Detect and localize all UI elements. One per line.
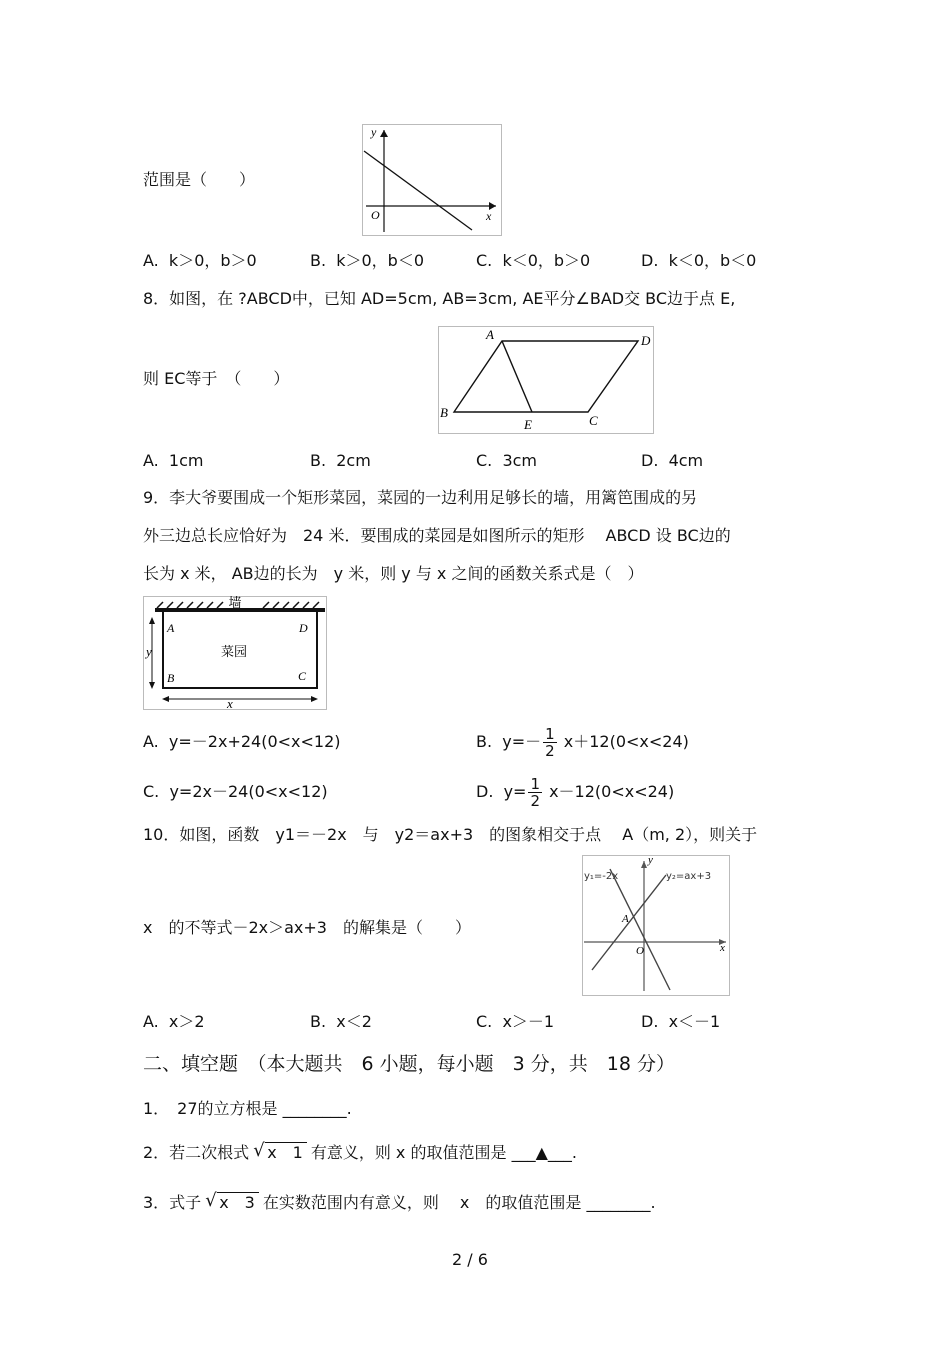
q8-label-b: B [440, 405, 448, 420]
q10-x-label: x [720, 942, 725, 954]
q7-origin-label: O [371, 208, 380, 222]
q7-option-a: A. k＞0，b＞0 [143, 251, 257, 270]
q9-label-d: D [299, 621, 308, 635]
q7-stem-tail: 范围是（ ） [143, 170, 256, 189]
q10-stem: 10．如图，函数 y1＝－2x 与 y2＝ax+3 的图象相交于点 A（m, 2），则关于 [143, 825, 758, 844]
q9-option-b: B. y=－ $\frac{1}{2}$ x＋12(0<x<24) [476, 725, 689, 760]
q8-option-c: C. 3cm [476, 451, 537, 470]
q7-x-label: x [486, 209, 492, 223]
q10-origin-label: O [636, 945, 644, 957]
q9-option-a: A. y=－2x+24(0<x<12) [143, 732, 341, 751]
q10-option-c: C. x＞－1 [476, 1012, 555, 1031]
section2-title: 二、填空题 （本大题共 6 小题，每小题 3 分，共 18 分） [143, 1053, 675, 1075]
q9-option-d: D. y= $\frac{1}{2}$ x－12(0<x<24) [476, 775, 675, 810]
fill-question-2-radical: √ x 1 [253, 1143, 307, 1163]
q8-stem2: 则 EC等于 （ ） [143, 369, 290, 388]
q9-garden-label: 菜园 [220, 645, 248, 660]
q10-graph [582, 855, 730, 996]
q10-point-a-label: A [622, 913, 629, 925]
q8-label-e: E [524, 417, 532, 432]
q9-label-b: B [167, 671, 175, 685]
q8-label-d: D [641, 333, 651, 348]
q8-option-b: B. 2cm [310, 451, 371, 470]
q9-option-d-fraction: $\frac{1}{2}$ [530, 775, 540, 810]
q8-option-a: A. 1cm [143, 451, 204, 470]
q10-y2-label: y₂=ax+3 [666, 871, 712, 882]
q8-stem: 8．如图，在 ?ABCD中，已知 AD=5cm, AB=3cm, AE平分∠BAD交 BC边于点 E, [143, 289, 736, 308]
q7-y-label: y [371, 125, 377, 139]
q9-label-a: A [167, 621, 175, 635]
q9-line1: 9．李大爷要围成一个矩形菜园，菜园的一边利用足够长的墙，用篱笆围成的另 [143, 488, 698, 507]
q9-wall-label: 墙 [228, 596, 242, 611]
fill-question-3-radical: √ x 3 [205, 1193, 259, 1213]
fill-question-3: 3．式子√ x 3 在实数范围内有意义，则 x 的取值范围是 ________. [143, 1193, 656, 1213]
q10-stem2: x 的不等式－2x＞ax+3 的解集是（ ） [143, 918, 471, 937]
q9-option-c: C. y=2x－24(0<x<12) [143, 782, 328, 801]
fill-question-2: 2．若二次根式√ x 1 有意义，则 x 的取值范围是 ___▲___. [143, 1143, 577, 1163]
q9-x-label: x [227, 696, 233, 710]
q8-label-a: A [486, 327, 494, 342]
q9-line3: 长为 x 米， AB边的长为 y 米，则 y 与 x 之间的函数关系式是（ ） [143, 564, 644, 583]
fill-question-1: 1． 27的立方根是 ________. [143, 1099, 352, 1118]
q8-label-c: C [589, 413, 598, 428]
q9-option-b-fraction: $\frac{1}{2}$ [545, 725, 555, 760]
q10-option-b: B. x＜2 [310, 1012, 372, 1031]
q10-y1-label: y₁=-2x [584, 871, 619, 882]
triangle-mark-icon: ▲ [535, 1143, 548, 1162]
q9-garden-figure [143, 596, 327, 710]
q9-label-c: C [298, 669, 307, 683]
q7-graph [362, 124, 502, 236]
q10-option-d: D. x＜－1 [641, 1012, 721, 1031]
page-number: 2 / 6 [452, 1250, 488, 1269]
q7-option-b: B. k＞0，b＜0 [310, 251, 425, 270]
q8-parallelogram-figure [438, 326, 654, 434]
q7-option-d: D. k＜0，b＜0 [641, 251, 757, 270]
q8-option-d: D. 4cm [641, 451, 704, 470]
q10-option-a: A. x＞2 [143, 1012, 205, 1031]
q9-y-label: y [146, 644, 152, 659]
q7-option-c: C. k＜0，b＞0 [476, 251, 591, 270]
q10-y-label: y [648, 855, 653, 866]
q9-line2: 外三边总长应恰好为 24 米．要围成的菜园是如图所示的矩形 ABCD 设 BC边的 [143, 526, 731, 545]
